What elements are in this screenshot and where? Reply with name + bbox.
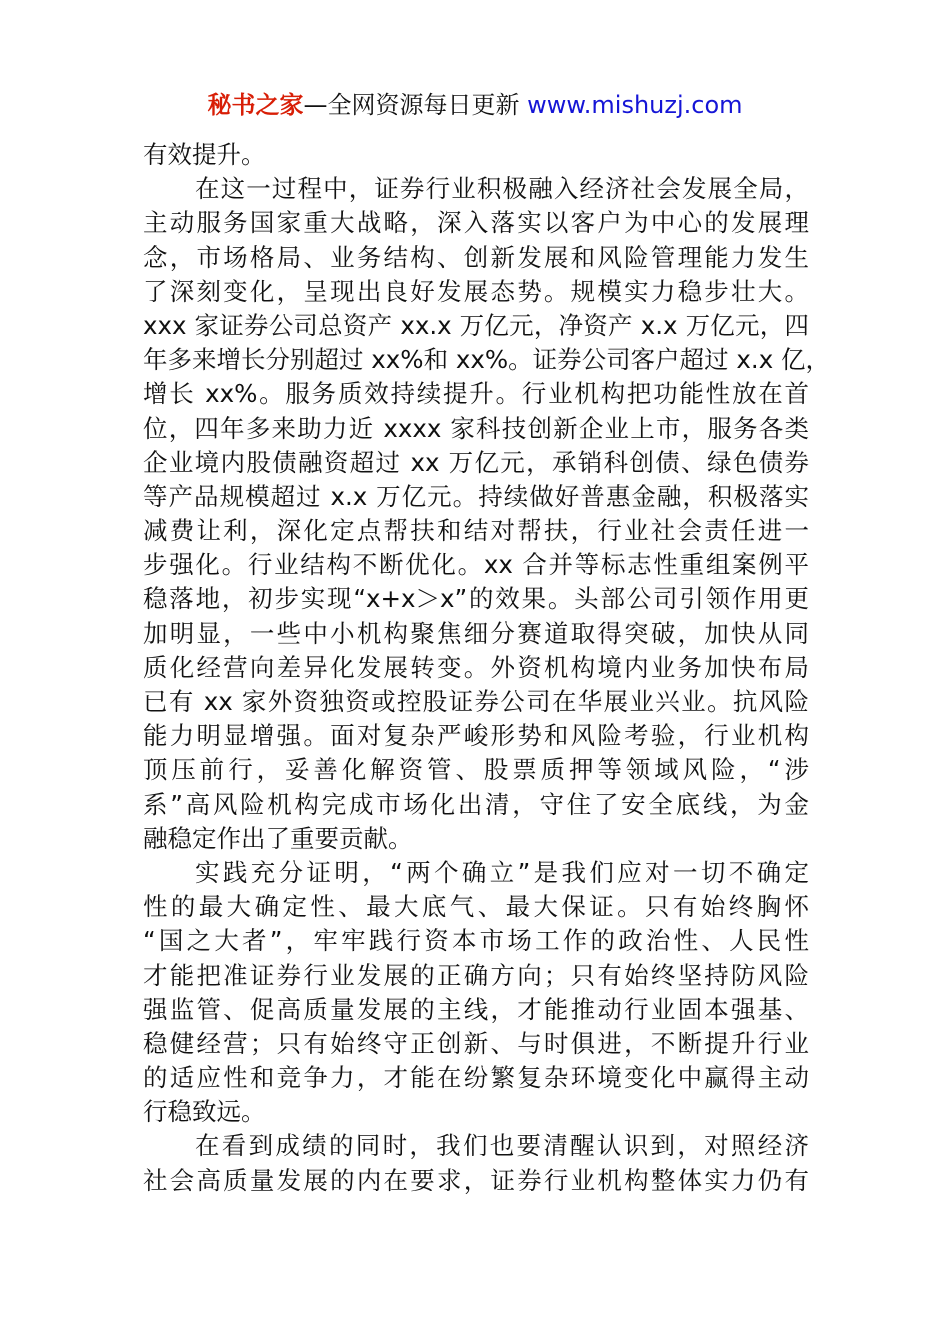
text-line: 主动服务国家重大战略，深入落实以客户为中心的发展理 (143, 208, 809, 238)
paragraph (143, 138, 809, 172)
text-line: 在看到成绩的同时，我们也要清醒认识到，对照经济 (195, 1131, 809, 1161)
text-line: 已有 xx 家外资独资或控股证券公司在华展业兴业。抗风险 (143, 687, 809, 716)
document-body (143, 138, 830, 1198)
text-line: 实践充分证明，“两个确立”是我们应对一切不确定 (195, 857, 809, 887)
text-line: 减费让利，深化定点帮扶和结对帮扶，行业社会责任进一 (143, 516, 809, 546)
text-line: 质化经营向差异化发展转变。外资机构境内业务加快布局 (143, 652, 809, 682)
text-line: 行稳致远。 (143, 1097, 266, 1127)
text-line: “国之大者”，牢牢践行资本市场工作的政治性、人民性 (143, 926, 809, 956)
site-header (0, 88, 950, 122)
text-line: 的适应性和竞争力，才能在纷繁复杂环境变化中赢得主动 (143, 1063, 809, 1093)
text-line: 增长 xx%。服务质效持续提升。行业机构把功能性放在首 (143, 379, 809, 409)
text-line: 等产品规模超过 x.x 万亿元。持续做好普惠金融，积极落实 (143, 481, 809, 511)
text-line: 企业境内股债融资超过 xx 万亿元，承销科创债、绿色债券 (143, 447, 809, 477)
text-line: 性的最大确定性、最大底气、最大保证。只有始终胸怀 (143, 892, 809, 922)
text-line: 社会高质量发展的内在要求，证券行业机构整体实力仍有 (143, 1165, 809, 1195)
paragraph (143, 172, 830, 856)
text-line: 加明显，一些中小机构聚焦细分赛道取得突破，加快从同 (143, 618, 809, 648)
paragraph (143, 1129, 809, 1197)
text-line: 融稳定作出了重要贡献。 (143, 823, 413, 853)
text-line: 稳落地，初步实现“x+x＞x”的效果。头部公司引领作用更 (143, 584, 809, 614)
text-line: 才能把准证券行业发展的正确方向；只有始终坚持防风险 (143, 960, 809, 990)
text-line: 能力明显增强。面对复杂严峻形势和风险考验，行业机构 (143, 721, 809, 751)
site-url-link[interactable]: www.mishuzj.com (527, 91, 743, 119)
text-line: 有效提升。 (143, 140, 266, 169)
text-line: 系”高风险机构完成市场化出清，守住了安全底线，为金 (143, 789, 809, 819)
text-line: 了深刻变化，呈现出良好发展态势。规模实力稳步壮大。 (143, 276, 809, 306)
text-line: 念，市场格局、业务结构、创新发展和风险管理能力发生 (143, 242, 809, 272)
paragraph (143, 856, 809, 1130)
text-line: xxx 家证券公司总资产 xx.x 万亿元，净资产 x.x 万亿元，四 (143, 310, 809, 340)
header-tagline: —全网资源每日更新 (303, 91, 528, 119)
brand-name: 秘书之家 (207, 91, 304, 119)
text-line: 稳健经营；只有始终守正创新、与时俱进，不断提升行业 (143, 1028, 809, 1058)
text-line: 步强化。行业结构不断优化。xx 合并等标志性重组案例平 (143, 550, 809, 580)
text-line: 顶压前行，妥善化解资管、股票质押等领域风险，“涉 (143, 755, 809, 785)
text-line: 在这一过程中，证券行业积极融入经济社会发展全局， (195, 174, 809, 204)
text-line: 年多来增长分别超过 xx%和 xx%。证券公司客户超过 x.x 亿， (143, 345, 830, 375)
text-line: 强监管、促高质量发展的主线，才能推动行业固本强基、 (143, 994, 809, 1024)
text-line: 位，四年多来助力近 xxxx 家科技创新企业上市，服务各类 (143, 413, 809, 443)
